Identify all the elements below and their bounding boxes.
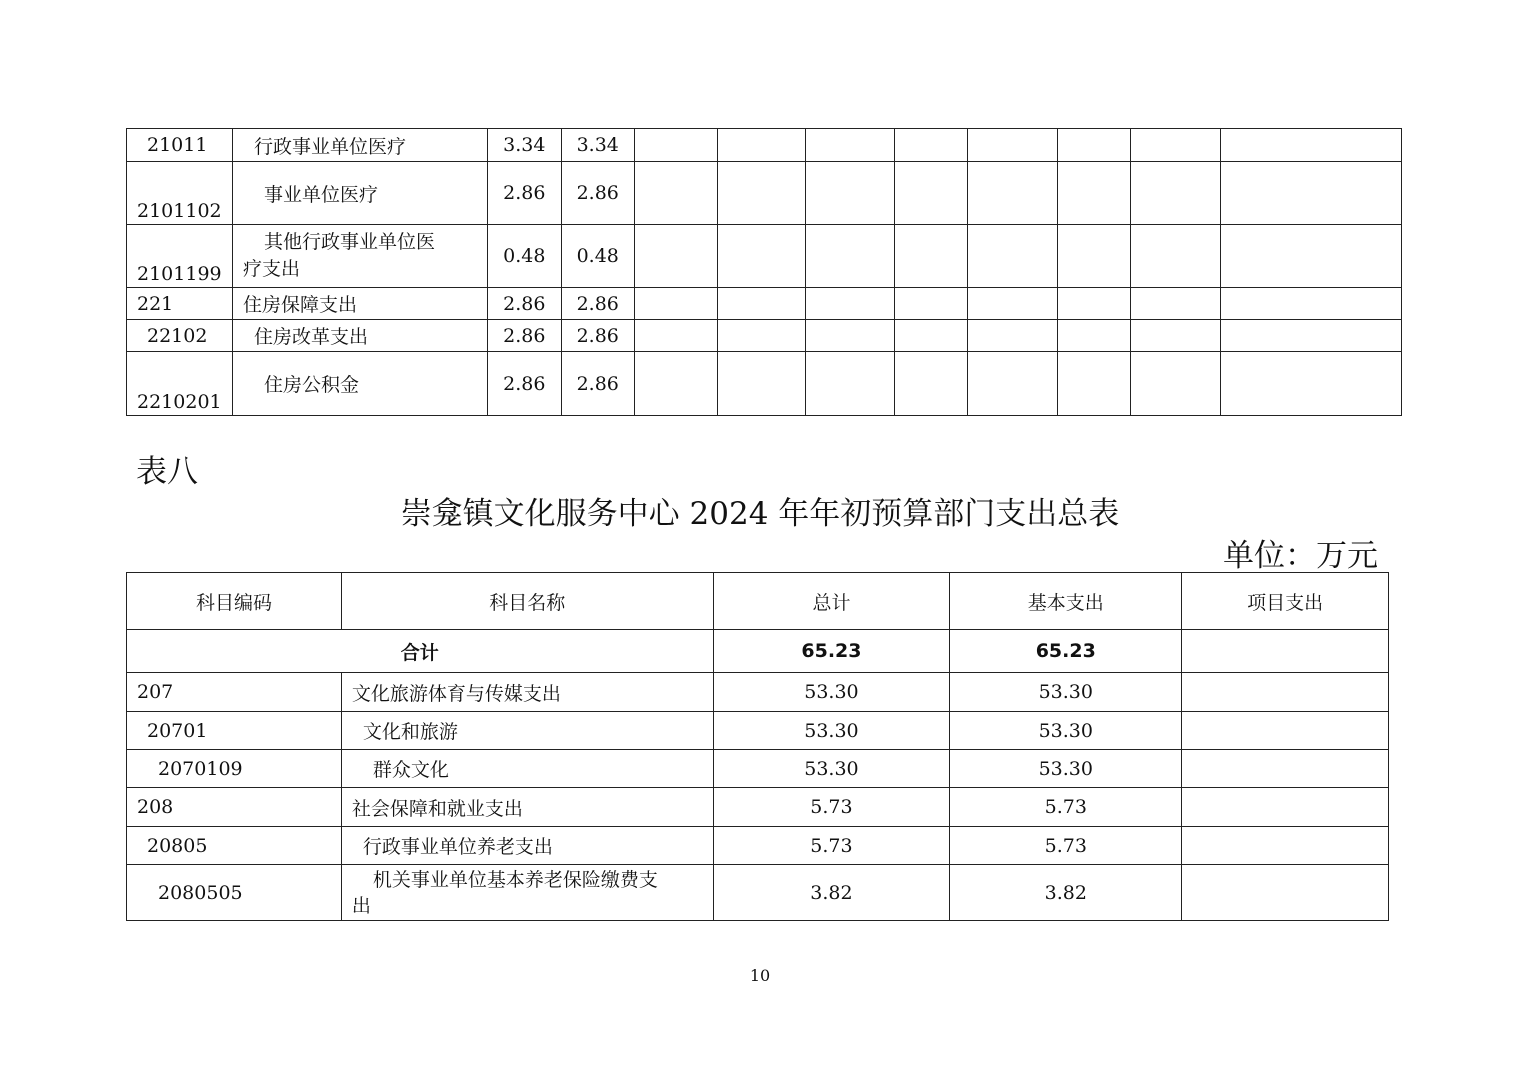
name-line: 机关事业单位基本养老保险缴费支: [372, 868, 658, 891]
name-cell: [341, 865, 713, 921]
value-cell: 3.34: [487, 129, 561, 162]
name-cell: 文化和旅游: [341, 712, 713, 750]
code-cell: 207: [127, 673, 342, 712]
code-cell: 20701: [127, 712, 342, 750]
expenditure-table: [126, 572, 1389, 921]
value-cell: 2.86: [561, 288, 634, 320]
basic-value: 5.73: [950, 788, 1182, 827]
name-line: 其他行政事业单位医: [263, 231, 435, 253]
table-row: [127, 788, 1389, 827]
basic-value: 65.23: [950, 630, 1182, 673]
project-value: [1182, 827, 1389, 865]
total-label: 合计: [127, 630, 714, 673]
project-value: [1182, 750, 1389, 788]
value-cell: 2.86: [561, 162, 634, 225]
name-line: 疗支出: [242, 258, 300, 280]
basic-value: 3.82: [950, 865, 1182, 921]
value-cell: 2.86: [487, 288, 561, 320]
total-value: 5.73: [713, 827, 950, 865]
name-cell: 群众文化: [341, 750, 713, 788]
table-row: [127, 352, 1402, 416]
value-cell: 2.86: [561, 352, 634, 416]
continuation-table: [126, 128, 1402, 416]
project-value: [1182, 788, 1389, 827]
table-row: [127, 320, 1402, 352]
header-cell: 项目支出: [1182, 573, 1389, 630]
table-header-row: [127, 573, 1389, 630]
code-cell: 2101199: [127, 225, 233, 288]
code-cell: 21011: [127, 129, 233, 162]
name-cell: 行政事业单位养老支出: [341, 827, 713, 865]
table-row: [127, 865, 1389, 921]
page-number: 10: [749, 966, 771, 985]
table-label: 表八: [136, 454, 198, 490]
name-cell: 住房公积金: [232, 352, 487, 416]
table-row: [127, 827, 1389, 865]
value-cell: 0.48: [487, 225, 561, 288]
name-cell: 住房改革支出: [232, 320, 487, 352]
header-cell: 基本支出: [950, 573, 1182, 630]
code-cell: 208: [127, 788, 342, 827]
project-value: [1182, 712, 1389, 750]
total-value: 53.30: [713, 673, 950, 712]
total-value: 53.30: [713, 750, 950, 788]
total-row: [127, 630, 1389, 673]
name-cell: 社会保障和就业支出: [341, 788, 713, 827]
unit-label: 单位：万元: [1223, 538, 1378, 574]
table-row: [127, 750, 1389, 788]
value-cell: 2.86: [487, 352, 561, 416]
table-row: [127, 712, 1389, 750]
name-line: 出: [351, 894, 371, 917]
table-row: [127, 673, 1389, 712]
code-cell: 2070109: [127, 750, 342, 788]
table-row: [127, 129, 1402, 162]
table-row: [127, 288, 1402, 320]
total-value: 65.23: [713, 630, 950, 673]
code-cell: 22102: [127, 320, 233, 352]
code-cell: 2080505: [127, 865, 342, 921]
value-cell: 2.86: [487, 320, 561, 352]
total-value: 5.73: [713, 788, 950, 827]
header-cell: 科目名称: [341, 573, 713, 630]
page-title: 崇龛镇文化服务中心 2024 年年初预算部门支出总表: [400, 496, 1120, 532]
total-value: 3.82: [713, 865, 950, 921]
name-cell: 文化旅游体育与传媒支出: [341, 673, 713, 712]
header-cell: 科目编码: [127, 573, 342, 630]
total-value: 53.30: [713, 712, 950, 750]
project-value: [1182, 630, 1389, 673]
value-cell: 2.86: [487, 162, 561, 225]
basic-value: 53.30: [950, 750, 1182, 788]
table-row: [127, 225, 1402, 288]
code-cell: 221: [127, 288, 233, 320]
code-cell: 2101102: [127, 162, 233, 225]
name-cell: 行政事业单位医疗: [232, 129, 487, 162]
header-cell: 总计: [713, 573, 950, 630]
code-cell: 20805: [127, 827, 342, 865]
basic-value: 5.73: [950, 827, 1182, 865]
table-row: [127, 162, 1402, 225]
name-cell: [232, 225, 487, 288]
basic-value: 53.30: [950, 712, 1182, 750]
code-cell: 2210201: [127, 352, 233, 416]
basic-value: 53.30: [950, 673, 1182, 712]
project-value: [1182, 865, 1389, 921]
name-cell: 住房保障支出: [232, 288, 487, 320]
name-cell: 事业单位医疗: [232, 162, 487, 225]
value-cell: 3.34: [561, 129, 634, 162]
project-value: [1182, 673, 1389, 712]
value-cell: 2.86: [561, 320, 634, 352]
value-cell: 0.48: [561, 225, 634, 288]
